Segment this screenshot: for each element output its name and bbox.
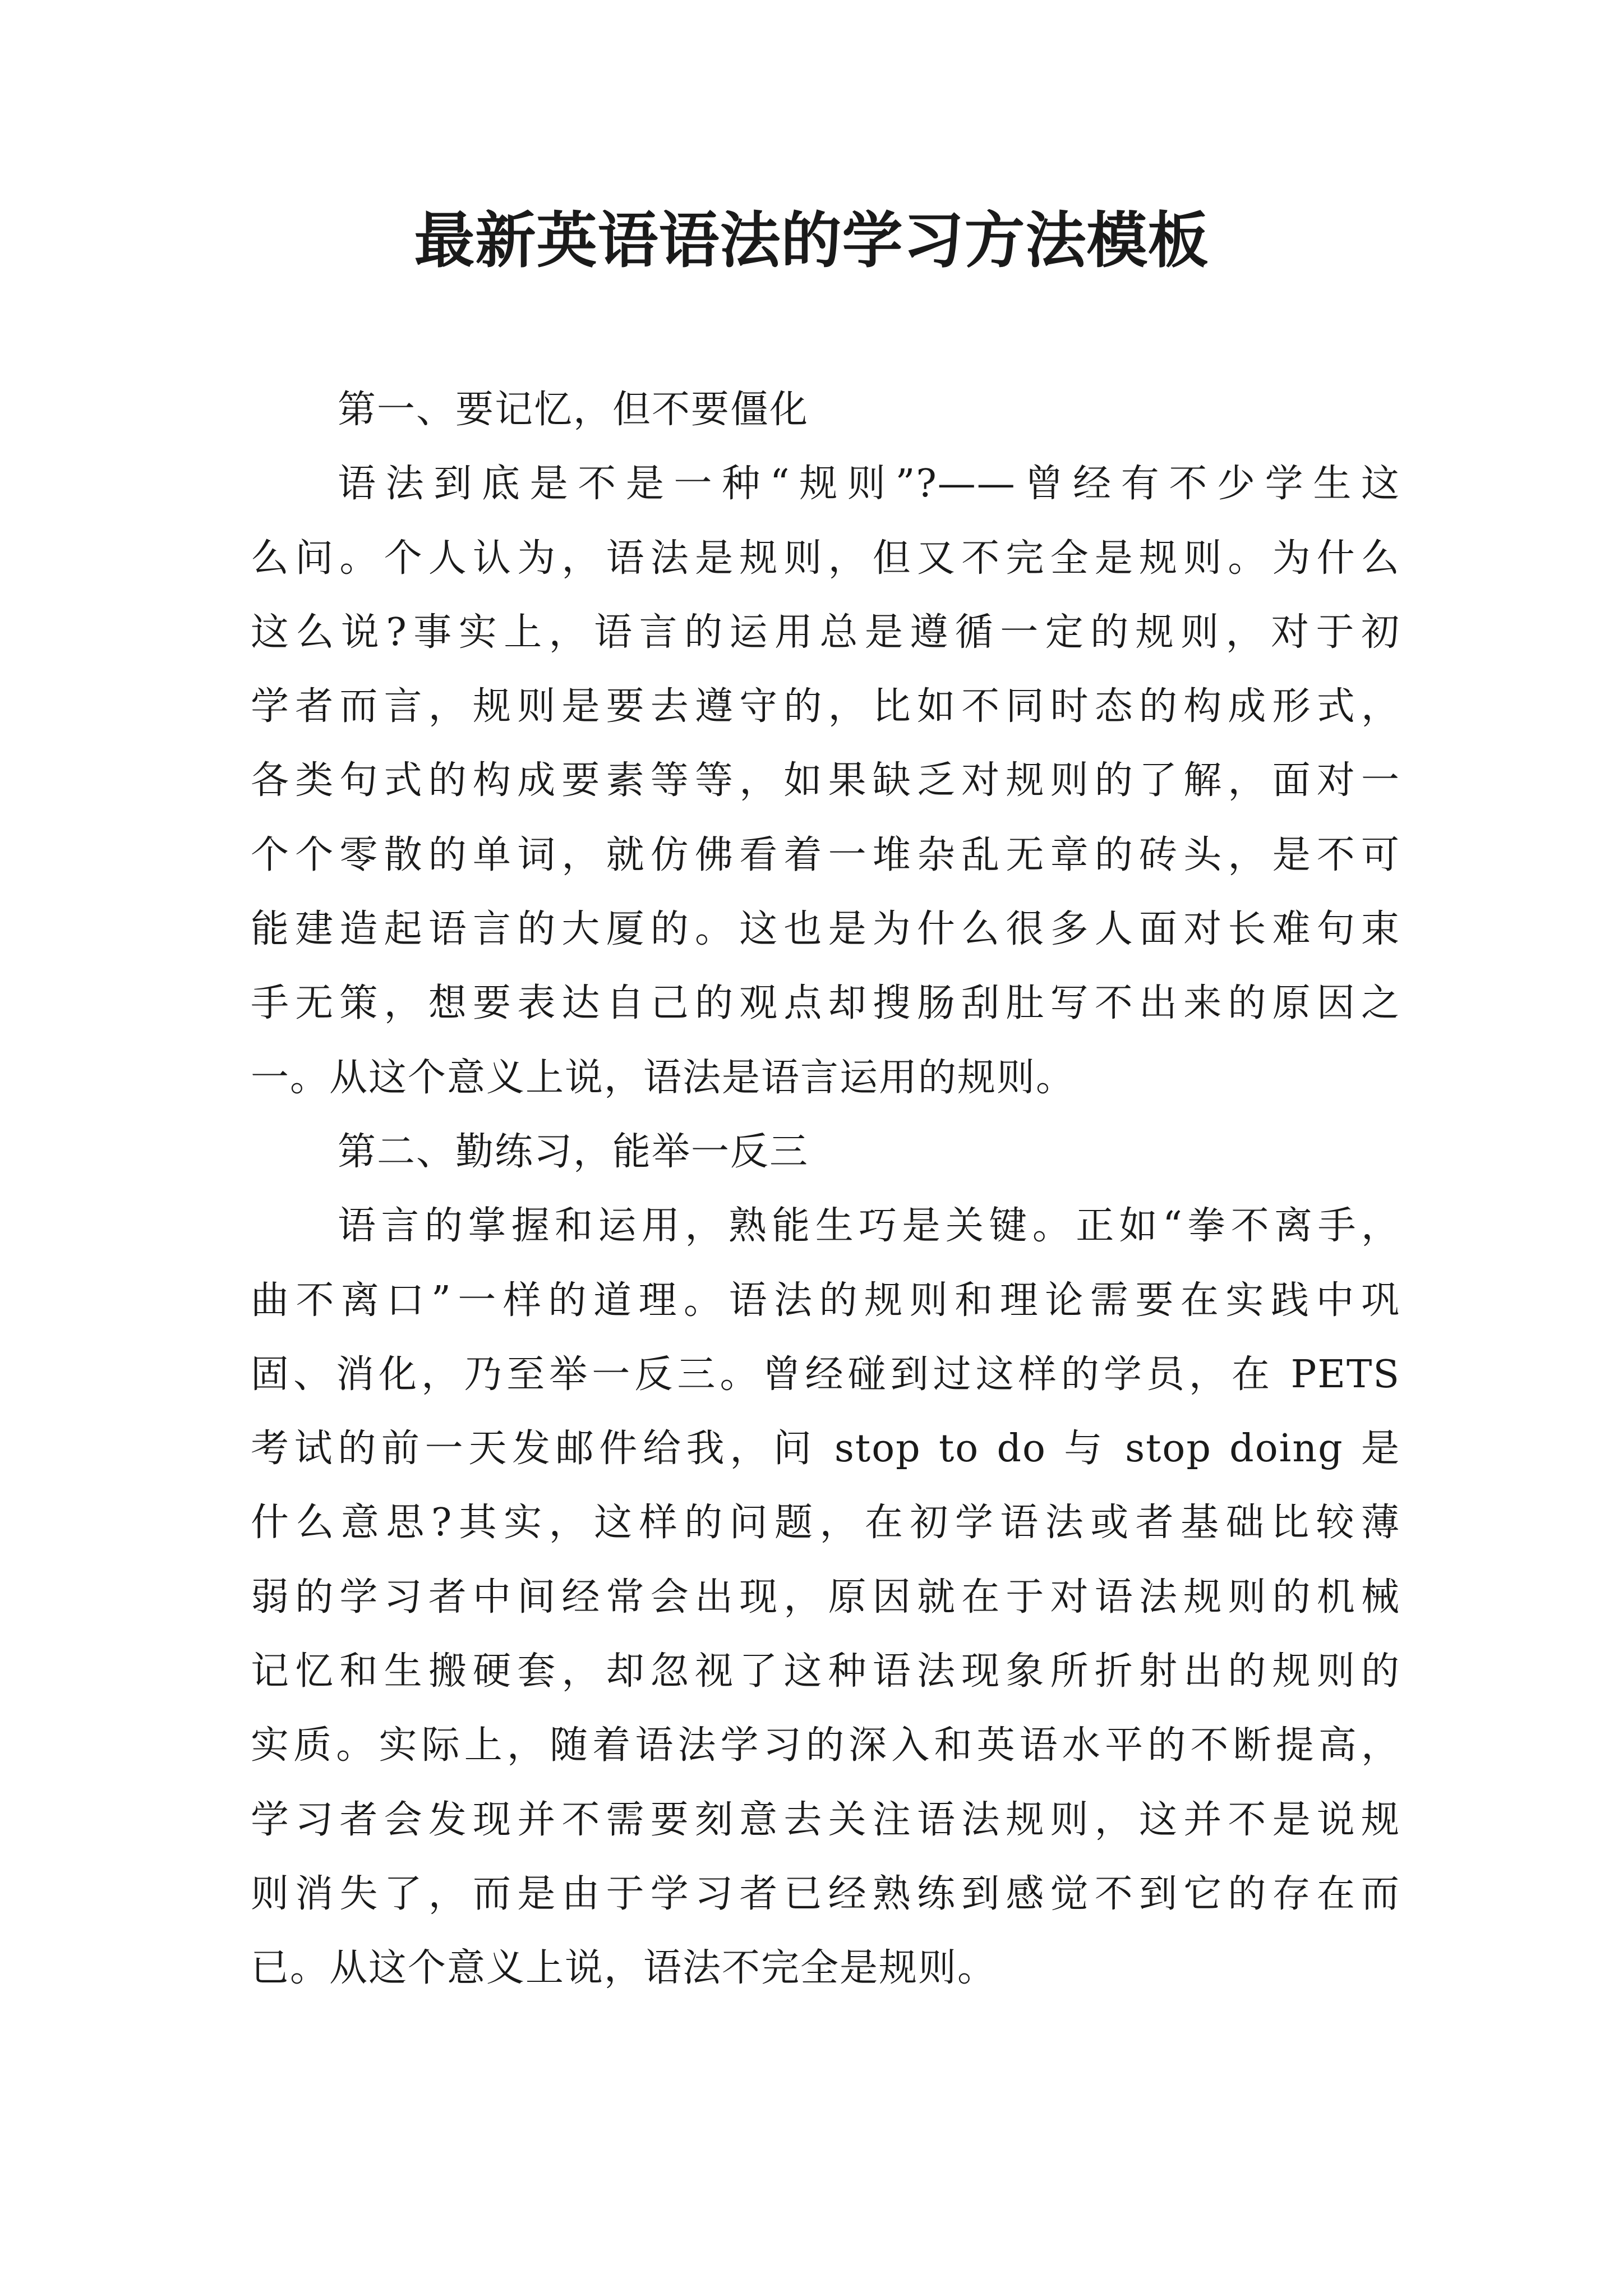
paragraph-2-line-8: 实质。实际上，随着语法学习的深入和英语水平的不断提高， — [251, 1723, 1400, 1768]
paragraph-2-line-1: 语言的掌握和运用，熟能生巧是关键。正如“拳不离手， — [338, 1204, 1400, 1249]
paragraph-2-line-2: 曲不离口”一样的道理。语法的规则和理论需要在实践中巩 — [251, 1278, 1400, 1323]
paragraph-1-line-7: 能建造起语言的大厦的。这也是为什么很多人面对长难句束 — [251, 907, 1400, 952]
paragraph-2-line-5: 什么意思?其实，这样的问题，在初学语法或者基础比较薄 — [251, 1501, 1400, 1545]
paragraph-2-line-6: 弱的学习者中间经常会出现，原因就在于对语法规则的机械 — [251, 1575, 1400, 1619]
document-body — [251, 373, 1400, 2006]
paragraph-1-line-3: 这么说?事实上，语言的运用总是遵循一定的规则，对于初 — [251, 610, 1400, 655]
paragraph-1-line-2: 么问。个人认为，语法是规则，但又不完全是规则。为什么 — [251, 536, 1400, 581]
paragraph-2-line-11: 已。从这个意义上说，语法不完全是规则。 — [251, 1946, 997, 1991]
document-title: 最新英语语法的学习方法模板 — [414, 206, 1209, 276]
paragraph-1-line-1: 语法到底是不是一种“规则”?——曾经有不少学生这 — [338, 462, 1400, 507]
section-heading-1: 第一、要记忆，但不要僵化 — [338, 388, 809, 432]
paragraph-2-line-3: 固、消化，乃至举一反三。曾经碰到过这样的学员，在 PETS — [251, 1352, 1400, 1397]
paragraph-1-line-4: 学者而言，规则是要去遵守的，比如不同时态的构成形式， — [251, 684, 1400, 729]
paragraph-1-line-8: 手无策，想要表达自己的观点却搜肠刮肚写不出来的原因之 — [251, 981, 1400, 1026]
paragraph-2-line-9: 学习者会发现并不需要刻意去关注语法规则，这并不是说规 — [251, 1797, 1400, 1842]
paragraph-1-line-9: 一。从这个意义上说，语法是语言运用的规则。 — [251, 1055, 1076, 1100]
section-heading-2: 第二、勤练习，能举一反三 — [338, 1129, 809, 1174]
paragraph-2-line-7: 记忆和生搬硬套，却忽视了这种语法现象所折射出的规则的 — [251, 1649, 1400, 1694]
paragraph-1-line-6: 个个零散的单词，就仿佛看着一堆杂乱无章的砖头，是不可 — [251, 832, 1400, 877]
paragraph-2-line-10: 则消失了，而是由于学习者已经熟练到感觉不到它的存在而 — [251, 1871, 1400, 1916]
paragraph-1-line-5: 各类句式的构成要素等等，如果缺乏对规则的了解，面对一 — [251, 758, 1400, 803]
paragraph-2-line-4: 考试的前一天发邮件给我，问 stop to do 与 stop doing 是 — [251, 1427, 1400, 1471]
